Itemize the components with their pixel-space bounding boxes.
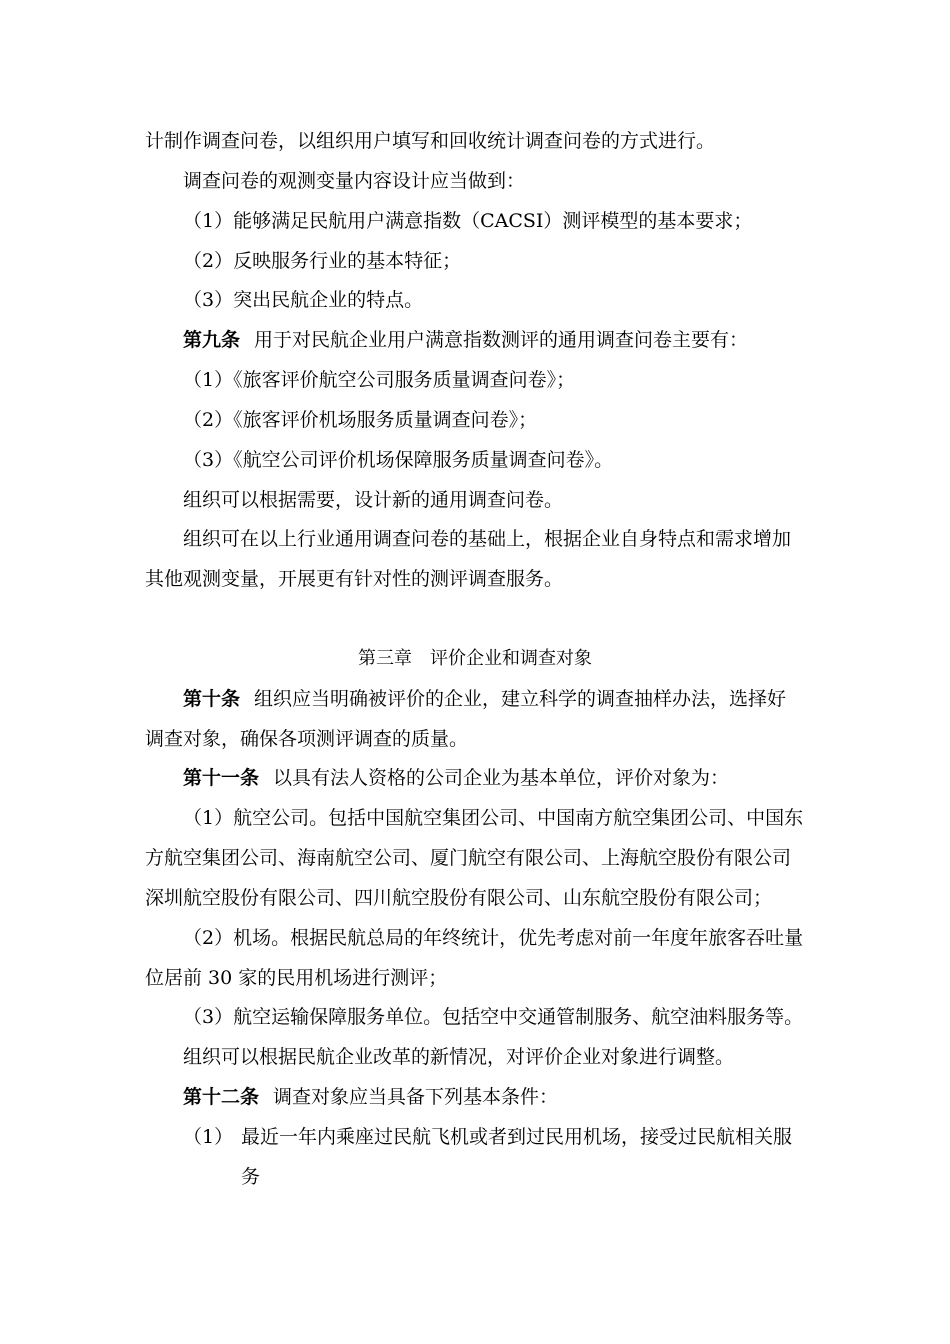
paragraph-line: 方航空集团公司、海南航空公司、厦门航空有限公司、上海航空股份有限公司 (145, 847, 792, 869)
paragraph-line: 位居前 30 家的民用机场进行测评； (145, 967, 448, 989)
paragraph-line: 计制作调查问卷，以组织用户填写和回收统计调查问卷的方式进行。 (145, 130, 716, 152)
list-item: （3）《航空公司评价机场保障服务质量调查问卷》。 (183, 449, 614, 471)
list-item: （1）能够满足民航用户满意指数（CACSI）测评模型的基本要求； (183, 210, 753, 232)
article-label: 第九条 (183, 329, 241, 351)
article-12 (183, 1084, 807, 1110)
article-label: 第十二条 (183, 1086, 260, 1108)
article-11 (183, 765, 807, 791)
paragraph-line: 深圳航空股份有限公司、四川航空股份有限公司、山东航空股份有限公司； (145, 887, 773, 909)
paragraph-line: 调查对象，确保各项测评调查的质量。 (145, 728, 469, 750)
list-item: 最近一年内乘座过民航飞机或者到过民用机场，接受过民航相关服 (241, 1126, 793, 1148)
list-item: （3）航空运输保障服务单位。包括空中交通管制服务、航空油料服务等。 (183, 1006, 804, 1028)
list-item: （1）航空公司。包括中国航空集团公司、中国南方航空集团公司、中国东 (183, 807, 804, 829)
article-text: 调查对象应当具备下列基本条件： (273, 1086, 559, 1108)
list-item: （1）《旅客评价航空公司服务质量调查问卷》； (183, 369, 576, 391)
chapter-heading: 第三章 评价企业和调查对象 (358, 648, 592, 669)
paragraph-line: 务 (241, 1166, 261, 1188)
list-number: （1） (183, 1126, 234, 1148)
article-label: 第十一条 (183, 767, 260, 789)
article-text: 用于对民航企业用户满意指数测评的通用调查问卷主要有： (254, 329, 749, 351)
article-text: 组织应当明确被评价的企业，建立科学的调查抽样办法，选择好 (254, 688, 787, 710)
article-label: 第十条 (183, 688, 241, 710)
article-9 (183, 327, 807, 353)
list-item: （2）机场。根据民航总局的年终统计，优先考虑对前一年度年旅客吞吐量 (183, 927, 804, 949)
article-text: 以具有法人资格的公司企业为基本单位，评价对象为： (273, 767, 730, 789)
article-10 (183, 686, 807, 712)
paragraph-line: 组织可以根据民航企业改革的新情况，对评价企业对象进行调整。 (183, 1046, 735, 1068)
paragraph-line: 其他观测变量，开展更有针对性的测评调查服务。 (145, 568, 564, 590)
list-item: （2）《旅客评价机场服务质量调查问卷》； (183, 409, 538, 431)
paragraph-line: 调查问卷的观测变量内容设计应当做到： (183, 170, 526, 192)
paragraph-line: 组织可在以上行业通用调查问卷的基础上，根据企业自身特点和需求增加 (183, 528, 792, 550)
list-item: （3）突出民航企业的特点。 (183, 289, 424, 311)
list-item: （2）反映服务行业的基本特征； (183, 250, 462, 272)
paragraph-line: 组织可以根据需要，设计新的通用调查问卷。 (183, 489, 564, 511)
